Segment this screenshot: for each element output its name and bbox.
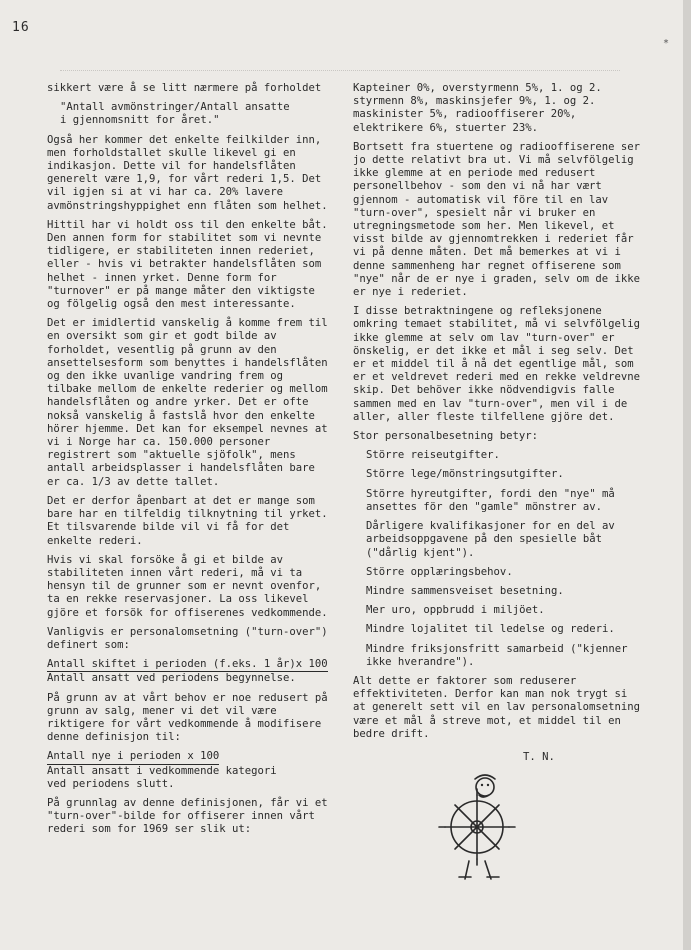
page-edge <box>683 0 691 950</box>
modified-denominator-1: Antall ansatt i vedkommende kategori <box>47 764 277 777</box>
list-item: Större reiseutgifter. <box>366 449 500 462</box>
list-item: Mindre lojalitet til ledelse og rederi. <box>366 623 615 636</box>
formula-denominator: Antall ansatt ved periodens begynnelse. <box>47 672 296 685</box>
show-through-line <box>60 70 620 75</box>
quote-line-1: "Antall avmönstringer/Antall ansatte <box>60 101 290 114</box>
paragraph-forsok: Hvis vi skal forsöke å gi et bilde av stabiliteten innen vårt rederi, må vi ta hensyn til de grunner som er nevnt ovenfor, ta en rekke reservasjoner. La oss likevel gjöre et forsök for offiserenes vedkommende. <box>47 553 328 619</box>
author-signature: T. N. <box>523 750 555 763</box>
paragraph-definition: Vanligvis er personalomsetning ("turn-over") definert som: <box>47 625 328 651</box>
turnover-formula <box>47 658 332 685</box>
paragraph-conclusion: Alt dette er faktorer som reduserer effektiviteten. Derfor kan man nok trygt si at generelt sett vil en lav personalomsetning være et mål å streve mot, et middel til en bedre drift. <box>353 674 641 740</box>
turnover-figures: Kapteiner 0%, overstyrmenn 5%, 1. og 2. styrmenn 8%, maskinsjefer 9%, 1. og 2. maskinister 5%, radiooffiserer 20%, elektrikere 6%, stuerter 23%. <box>353 82 602 134</box>
paragraph-1969: På grunnlag av denne definisjonen, får vi et "turn-over"-bilde for offiserer innen vårt rederi som for 1969 ser slik ut: <box>47 796 328 836</box>
paragraph-stuerter: Bortsett fra stuertene og radiooffiserene ser jo dette relativt bra ut. Vi må selvfölgelig ikke glemme at en periode med redusert personellbehov - som den vi nå har vært gjennom - automatisk vil före til en lav "turn-over", spesielt når vi bruker en utregningsmetode som her. Men likevel, et visst bilde av gjennomtrekken i rederiet får vi på denne måten. Det må bemerkes at vi i denne sammenheng har regnet offiserene som "nye" når de er nye i graden, selv om de ikke er nye i rederiet. <box>353 140 641 299</box>
modified-numerator: Antall nye i perioden x 100 <box>47 750 219 764</box>
list-item: Dårligere kvalifikasjoner for en del av arbeidsoppgavene på den spesielle båt ("dårlig kjent"). <box>366 520 615 559</box>
consequence-list <box>353 449 643 669</box>
page-number: 16 <box>12 20 30 35</box>
quote-line-2: i gjennomsnitt for året." <box>60 114 220 127</box>
list-item: Större hyreutgifter, fordi den "nye" må ansettes för den "gamle" mönstrer av. <box>366 487 615 513</box>
modified-denominator-2: ved periodens slutt. <box>47 777 175 790</box>
intro-line: sikkert være å se litt nærmere på forholdet <box>47 82 322 94</box>
list-item: Mer uro, oppbrudd i miljöet. <box>366 604 545 617</box>
list-item: Större opplæringsbehov. <box>366 565 513 578</box>
formula-numerator: Antall skiftet i perioden (f.eks. 1 år)x 100 <box>47 658 328 672</box>
sailor-wheel-illustration <box>425 765 535 885</box>
corner-mark: * <box>663 38 670 49</box>
paragraph-modify: På grunn av at vårt behov er noe redusert på grunn av salg, mener vi det vil være riktigere for vårt vedkommende å modifisere denne definisjon til: <box>47 691 328 744</box>
paragraph-overview: Det er imidlertid vanskelig å komme frem til en oversikt som gir et godt bilde av forholdet, vesentlig på grunn av den ansettelsesform som benyttes i handelsflåten og den ikke uvanlige vandring frem og tilbake mellom de enkelte rederier og mellom handelsflåten og andre yrker. Det er ofte nokså vanskelig å fastslå hvor den enkelte hörer hjemme. Det kan for eksempel nevnes at vi i Norge har ca. 150.000 personer registrert som "aktuelle sjöfolk", mens antall arbeidsplasser i handelsflåten bare er ca. 1/3 av dette tallet. <box>47 317 328 488</box>
left-column <box>47 82 332 843</box>
right-column <box>353 82 643 764</box>
modified-formula <box>47 750 332 791</box>
paragraph-reflections: I disse betraktningene og refleksjonene omkring temaet stabilitet, må vi selvfölgelig ikke glemme at selv om lav "turn-over" er önskelig, er det ikke et mål i seg selv. Det er et middel til å nå det egentlige mål, som er et veldrevet rederi med en rekke veldrevne skip. Det behöver ikke nödvendigvis falle sammen med en lav "turn-over", men vil i de aller, aller fleste tilfellene gjöre det. <box>353 305 641 423</box>
ratio-quote <box>47 101 332 127</box>
list-heading: Stor personalbesetning betyr: <box>353 430 538 443</box>
list-item: Mindre friksjonsfritt samarbeid ("kjenner ikke hverandre"). <box>366 642 628 668</box>
paragraph-indication: Også her kommer det enkelte feilkilder inn, men forholdstallet skulle likevel gi en indikasjon. Dette vil for handelsflåten generelt være 1,9, for vårt rederi 1,5. Det vil igjen si at vi har ca. 20% lavere avmönstringshyppighet enn flåten som helhet. <box>47 133 328 212</box>
paragraph-tilfeldig: Det er derfor åpenbart at det er mange som bare har en tilfeldig tilknytning til yrket. Et tilsvarende bilde vil vi få for det enkelte rederi. <box>47 494 328 547</box>
list-item: Större lege/mönstringsutgifter. <box>366 468 564 481</box>
paragraph-stability: Hittil har vi holdt oss til den enkelte båt. Den annen form for stabilitet som vi nevnte tidligere, er stabiliteten innen rederiet, eller - hvis vi betrakter handelsflåten som helhet - innen yrket. Denne form for "turnover" er på mange måter den viktigste og fölgelig også den mest interessante. <box>47 218 328 311</box>
list-item: Mindre sammensveiset besetning. <box>366 584 564 597</box>
